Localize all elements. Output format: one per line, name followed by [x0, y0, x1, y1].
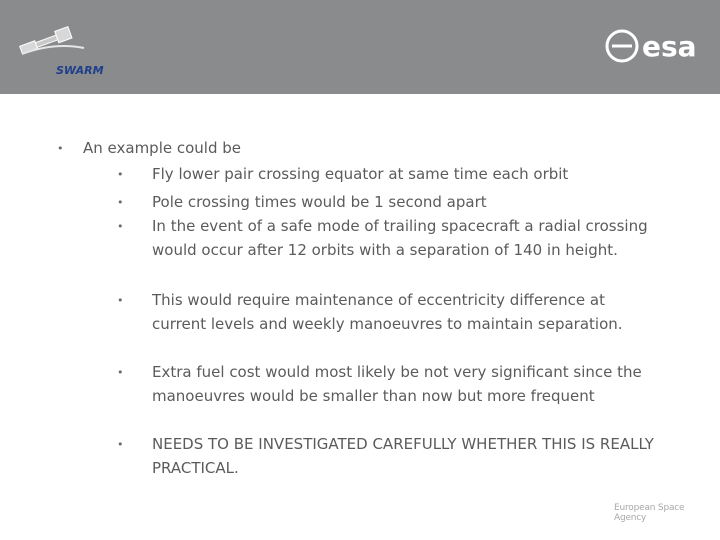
- bullet-icon: •: [57, 142, 64, 155]
- bullet-icon: •: [117, 366, 124, 379]
- sub-bullet-4: This would require maintenance of eccentricity difference at current levels and weekly manoeuvres to maintain separation.: [152, 291, 623, 333]
- bullet-icon: •: [117, 196, 124, 209]
- svg-text:esa: esa: [642, 30, 697, 63]
- sub-bullet-5: Extra fuel cost would most likely be not very significant since the manoeuvres would be smaller than now but more frequent: [152, 363, 642, 405]
- bullet-icon: •: [117, 294, 124, 307]
- sub-bullet-3: In the event of a safe mode of trailing spacecraft a radial crossing would occur after 12 orbits with a separation of 140 in height.: [152, 217, 648, 259]
- svg-text:SWARM: SWARM: [56, 64, 104, 77]
- bullet-icon: •: [117, 438, 124, 451]
- footer-agency-name: European Space Agency: [614, 503, 685, 523]
- bullet-icon: •: [117, 168, 124, 181]
- sub-bullet-2: Pole crossing times would be 1 second apart: [152, 193, 487, 211]
- bullet-icon: •: [117, 220, 124, 233]
- bullet-level1: An example could be: [83, 139, 242, 157]
- sub-bullet-1: Fly lower pair crossing equator at same time each orbit: [152, 165, 569, 183]
- sub-bullet-6: NEEDS TO BE INVESTIGATED CAREFULLY WHETHER THIS IS REALLY PRACTICAL.: [152, 435, 654, 477]
